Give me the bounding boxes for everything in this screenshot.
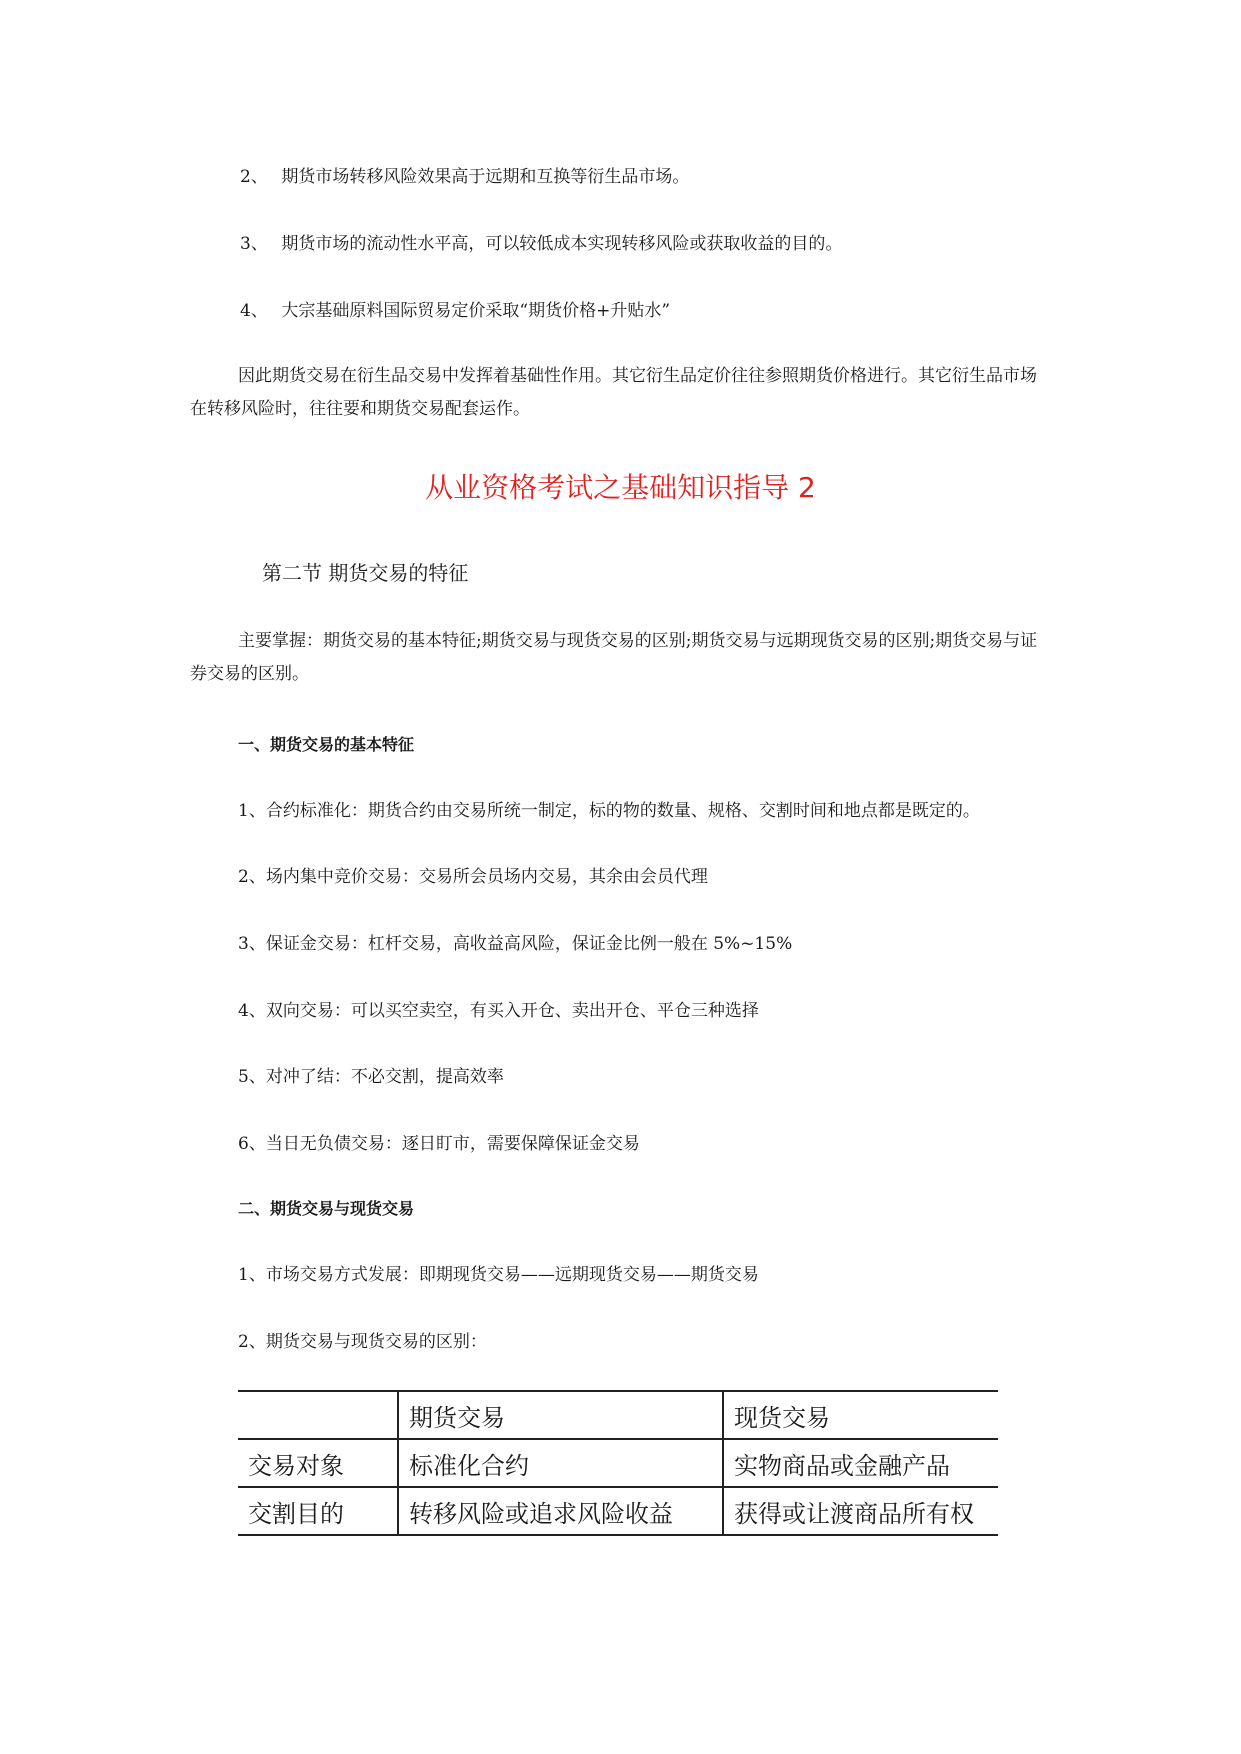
section-summary: 主要掌握：期货交易的基本特征;期货交易与现货交易的区别;期货交易与远期现货交易的区别;期货交易与证券交易的区别。 [190, 631, 1038, 684]
part1-title: 一、期货交易的基本特征 [238, 735, 415, 754]
section-title: 第二节 期货交易的特征 [262, 561, 469, 585]
table-header-cell: 期货交易 [398, 1391, 723, 1439]
table-cell: 标准化合约 [398, 1439, 723, 1487]
part2-title: 二、期货交易与现货交易 [238, 1199, 415, 1218]
intro-item-3 [240, 233, 842, 255]
table-header-row [238, 1391, 998, 1439]
table-row [238, 1439, 998, 1487]
intro-item-text: 期货市场的流动性水平高，可以较低成本实现转移风险或获取收益的目的。 [281, 234, 843, 254]
intro-item-text: 期货市场转移风险效果高于远期和互换等衍生品市场。 [281, 167, 690, 187]
table-cell: 转移风险或追求风险收益 [398, 1487, 723, 1535]
table-cell: 交割目的 [238, 1487, 398, 1535]
intro-item-text: 大宗基础原料国际贸易定价采取“期货价格+升贴水” [281, 301, 671, 321]
table-row [238, 1487, 998, 1535]
table-cell: 交易对象 [238, 1439, 398, 1487]
intro-item-4 [240, 300, 670, 322]
comparison-table [238, 1390, 998, 1536]
table-cell: 获得或让渡商品所有权 [723, 1487, 998, 1535]
part1-item: 1、合约标准化：期货合约由交易所统一制定，标的物的数量、规格、交割时间和地点都是既定的。 [238, 801, 980, 821]
part1-item: 2、场内集中竞价交易：交易所会员场内交易，其余由会员代理 [238, 867, 708, 887]
part1-item: 6、当日无负债交易：逐日盯市，需要保障保证金交易 [238, 1134, 640, 1154]
intro-item-number: 4、 [240, 301, 268, 321]
table-header-cell [238, 1391, 398, 1439]
intro-item-number: 2、 [240, 167, 268, 187]
main-heading: 从业资格考试之基础知识指导 2 [425, 471, 816, 504]
part2-item: 1、市场交易方式发展：即期现货交易——远期现货交易——期货交易 [238, 1265, 759, 1285]
intro-item-number: 3、 [240, 234, 268, 254]
intro-paragraph: 因此期货交易在衍生品交易中发挥着基础性作用。其它衍生品定价往往参照期货价格进行。其它衍生品市场在转移风险时，往往要和期货交易配套运作。 [190, 366, 1037, 419]
part1-item: 4、双向交易：可以买空卖空，有买入开仓、卖出开仓、平仓三种选择 [238, 1001, 759, 1021]
table-cell: 实物商品或金融产品 [723, 1439, 998, 1487]
part1-item: 5、对冲了结：不必交割，提高效率 [238, 1067, 504, 1087]
part1-item: 3、保证金交易：杠杆交易，高收益高风险，保证金比例一般在 5%~15% [238, 934, 793, 954]
intro-item-2 [240, 166, 689, 188]
part2-item: 2、期货交易与现货交易的区别： [238, 1332, 487, 1352]
table-header-cell: 现货交易 [723, 1391, 998, 1439]
